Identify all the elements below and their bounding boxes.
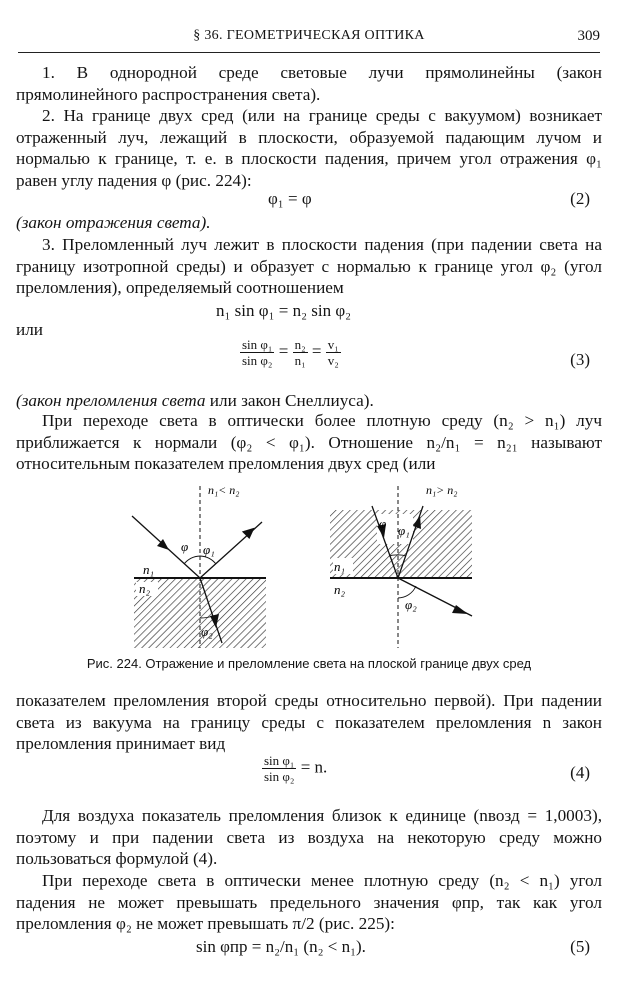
law-3-paragraph: 3. Преломленный луч лежит в плоскости падения (при падении света на границу изотропной среды) и образует с нормалью к границе угол φ₂ (угол преломления), определяемый соотношением xyxy=(16,235,602,298)
right-n2-label: n₂ xyxy=(334,582,346,597)
left-angle-phi-arc xyxy=(184,556,200,564)
fraction-n: $\frac{\text{n₂}}{\text{n₁}}$ xyxy=(294,337,306,368)
left-angle-phi1-arc xyxy=(200,556,216,564)
section-title: § 36. ГЕОМЕТРИЧЕСКАЯ ОПТИКА xyxy=(193,28,425,43)
equation-4-number: (4) xyxy=(570,763,590,782)
left-n2-label: n₂ xyxy=(139,581,151,596)
denser-medium-paragraph: При переходе света в оптически более плотную среду (n₂ > n₁) луч приближается к нормали (φ₂ < φ₁). Отношение n₂/n₁ = n₂₁ называют относительным показателем преломления двух сред (или xyxy=(16,411,602,474)
snell-equation: n₁ sin φ₁ = n₂ sin φ₂ xyxy=(216,301,352,320)
right-diagram xyxy=(330,483,472,648)
header-rule xyxy=(18,52,600,53)
less-dense-paragraph: При переходе света в оптически менее плотную среду (n₂ < n₁) угол падения не может превышать предельного значения φпр, так как угол преломления φ₂ не может превышать π/2 (рис. 225): xyxy=(16,871,602,934)
equation-4: $\frac{\text{sin φ₁}}{\text{sin φ₂}}$ = n. xyxy=(264,753,328,784)
equation-3-number: (3) xyxy=(570,350,590,369)
right-condition-label: n₁> n₂ xyxy=(426,483,458,497)
left-n1-label: n₁ xyxy=(143,562,155,577)
law-1-paragraph: 1. В однородной среде световые лучи прямолинейны (закон прямолинейного распространения света). xyxy=(16,63,602,104)
equation-3: $\frac{\text{sin φ₁}}{\text{sin φ₂}}$ = $\frac{\text{n₂}}{\text{n₁}}$ = $\frac{\text{v₁}}{\text{v₂}}$ xyxy=(242,337,339,368)
figure-caption: Рис. 224. Отражение и преломление света на плоской границе двух сред xyxy=(86,656,532,671)
running-header xyxy=(18,28,600,50)
right-phi2-label: φ₂ xyxy=(405,597,417,612)
fraction-sin: $\frac{\text{sin φ₁}}{\text{sin φ₂}}$ xyxy=(242,337,273,368)
air-paragraph: Для воздуха показатель преломления близок к единице (nвозд = 1,0003), поэтому и при падении света из воздуха на некоторую среду можно пользоваться формулой (4). xyxy=(16,806,602,869)
figure-224 xyxy=(0,478,618,656)
after-figure-paragraph: показателем преломления второй среды относительно первой). При падении света из вакуума на границу среды с показателем преломления n закон преломления принимает вид xyxy=(16,691,602,754)
left-phi-label: φ xyxy=(181,539,189,554)
left-phi1-label: φ₁ xyxy=(203,542,215,557)
fraction-v: $\frac{\text{v₁}}{\text{v₂}}$ xyxy=(327,337,339,368)
equation-5-number: (5) xyxy=(570,937,590,956)
left-condition-label: n₁< n₂ xyxy=(208,483,240,497)
equation-2-number: (2) xyxy=(570,189,590,208)
fraction-sin-4: $\frac{\text{sin φ₁}}{\text{sin φ₂}}$ xyxy=(264,753,295,784)
right-phi1-label: φ₁ xyxy=(398,523,410,538)
law-2-paragraph: 2. На границе двух сред (или на границе среды с вакуумом) возникает отраженный луч, лежащий в плоскости, образуемой падающим лучом и нормалью к границе, т. е. в плоскости падения, причем угол отражения φ₁ равен углу падения φ (рис. 224): xyxy=(16,106,602,190)
equation-5: sin φпр = n₂/n₁ (n₂ < n₁). xyxy=(196,937,366,956)
left-diagram xyxy=(132,483,266,648)
right-phi-label: φ xyxy=(379,516,387,531)
page-number: 309 xyxy=(577,28,600,44)
left-phi2-label: φ₂ xyxy=(201,624,213,639)
law-2-name: (закон отражения света). xyxy=(16,213,211,232)
or-word: или xyxy=(16,320,43,339)
law-3-name: (закон преломления света или закон Снеллиуса). xyxy=(16,391,374,410)
equation-2: φ₁ = φ xyxy=(268,189,312,208)
right-n1-label: n₁ xyxy=(334,559,346,574)
